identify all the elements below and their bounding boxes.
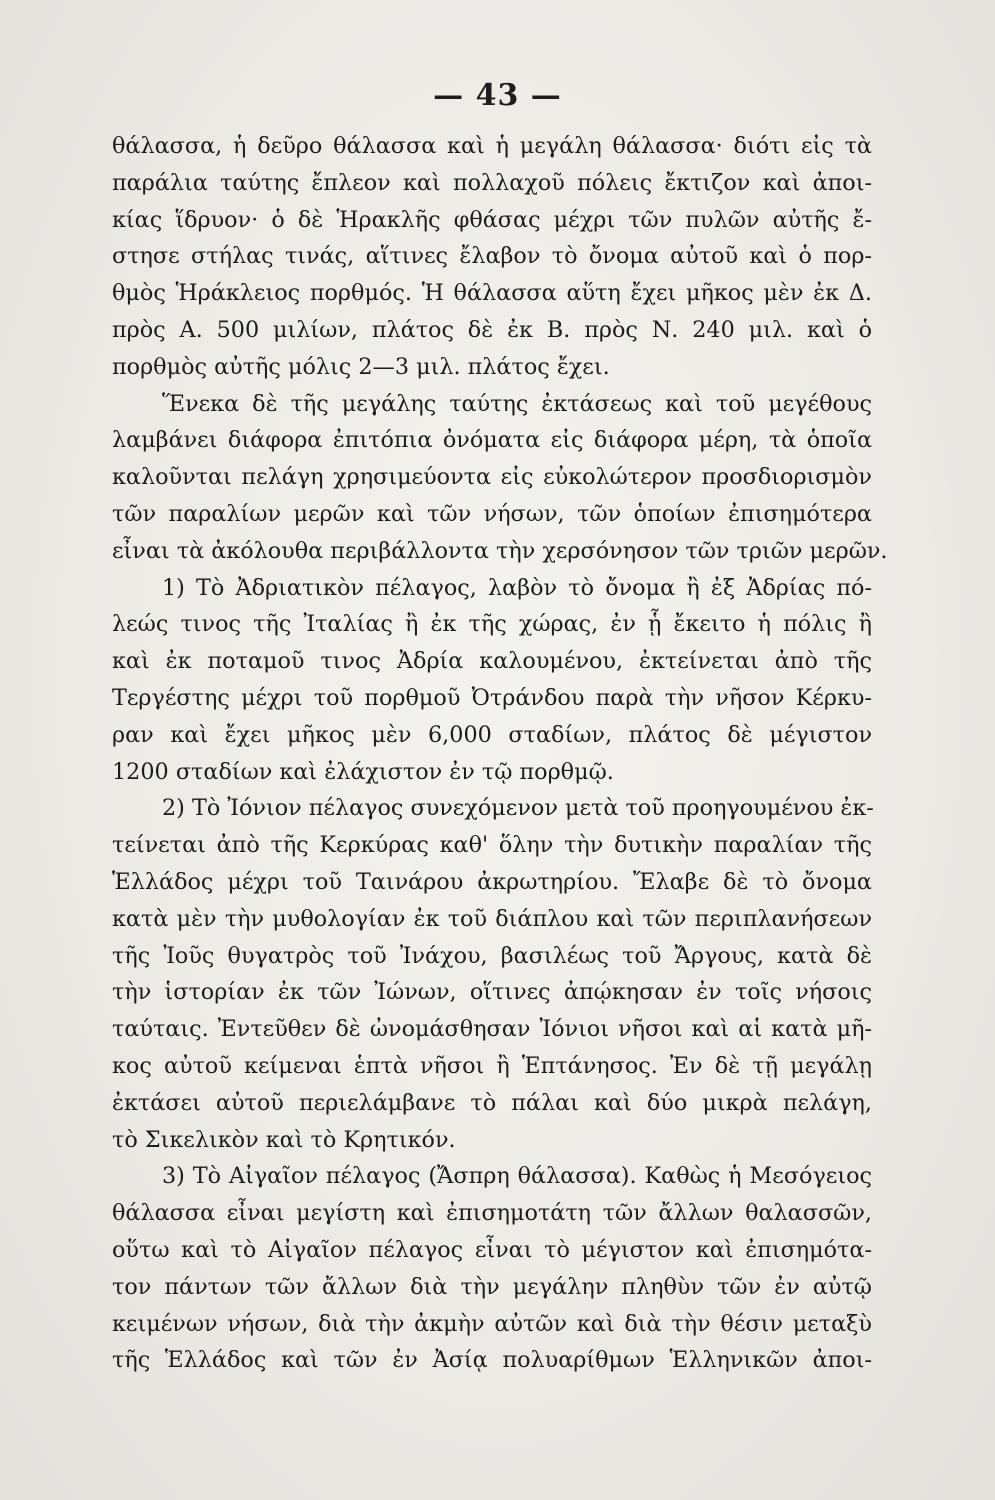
text-line: πρὸς Α. 500 μιλίων, πλάτος δὲ ἐκ Β. πρὸς Ν. 240 μιλ. καὶ ὁ [112, 316, 872, 343]
text-line: 2) Τὸ Ἰόνιον πέλαγος συνεχόμενον μετὰ τοῦ προηγουμένου ἐκ- [162, 795, 874, 822]
text-line: 1200 σταδίων καὶ ἐλάχιστον ἐν τῷ πορθμῷ. [112, 758, 614, 785]
text-line: πορθμὸς αὐτῆς μόλις 2—3 μιλ. πλάτος ἔχει. [112, 353, 610, 380]
text-line: τῆς Ἑλλάδος καὶ τῶν ἐν Ἀσίᾳ πολυαρίθμων Ἑλληνικῶν ἀποι- [112, 1347, 872, 1374]
text-line: ραν καὶ ἔχει μῆκος μὲν 6,000 σταδίων, πλάτος δὲ μέγιστον [112, 721, 872, 748]
text-line: τον πάντων τῶν ἄλλων διὰ τὴν μεγάλην πληθὺν τῶν ἐν αὐτῷ [112, 1273, 872, 1300]
text-line: ἐκτάσει αὐτοῦ περιελάμβανε τὸ πάλαι καὶ δύο μικρὰ πελάγη, [112, 1089, 872, 1116]
text-line: εἶναι τὰ ἀκόλουθα περιβάλλοντα τὴν χερσόνησον τῶν τριῶν μερῶν. [112, 537, 888, 564]
body-text [112, 128, 888, 1379]
text-line: τῶν παραλίων μερῶν καὶ τῶν νήσων, τῶν ὁποίων ἐπισημότερα [112, 500, 872, 527]
text-line: λαμβάνει διάφορα ἐπιτόπια ὀνόματα εἰς διάφορα μέρη, τὰ ὁποῖα [112, 427, 872, 454]
text-line: τείνεται ἀπὸ τῆς Κερκύρας καθ' ὅλην τὴν δυτικὴν παραλίαν τῆς [112, 832, 872, 859]
text-line: θάλασσα, ἡ δεῦρο θάλασσα καὶ ἡ μεγάλη θάλασσα· διότι εἰς τὰ [112, 133, 872, 159]
text-line: τὴν ἱστορίαν ἐκ τῶν Ἰώνων, οἵτινες ἀπῴκησαν ἐν τοῖς νήσοις [112, 979, 872, 1006]
text-line: Ἕνεκα δὲ τῆς μεγάλης ταύτης ἐκτάσεως καὶ τοῦ μεγέθους [162, 390, 872, 417]
text-line: κειμένων νήσων, διὰ τὴν ἀκμὴν αὐτῶν καὶ διὰ τὴν θέσιν μεταξὺ [112, 1310, 872, 1337]
text-line: καὶ ἐκ ποταμοῦ τινος Ἀδρία καλουμένου, ἐκτείνεται ἀπὸ τῆς [112, 648, 872, 675]
text-line: στησε στήλας τινάς, αἵτινες ἔλαβον τὸ ὄνομα αὐτοῦ καὶ ὁ πορ- [112, 243, 872, 270]
text-line: κίας ἵδρυον· ὁ δὲ Ἡρακλῆς φθάσας μέχρι τῶν πυλῶν αὐτῆς ἔ- [112, 206, 872, 233]
text-line: θμὸς Ἡράκλειος πορθμός. Ἡ θάλασσα αὕτη ἔχει μῆκος μὲν ἐκ Δ. [112, 280, 872, 307]
text-line: τὸ Σικελικὸν καὶ τὸ Κρητικόν. [112, 1126, 456, 1153]
text-line: θάλασσα εἶναι μεγίστη καὶ ἐπισημοτάτη τῶν ἄλλων θαλασσῶν, [112, 1200, 872, 1227]
text-line: κος αὐτοῦ κείμεναι ἑπτὰ νῆσοι ἢ Ἑπτάνησος. Ἐν δὲ τῇ μεγάλῃ [112, 1052, 872, 1079]
text-line: καλοῦνται πελάγη χρησιμεύοντα εἰς εὐκολώτερον προσδιορισμὸν [112, 464, 872, 491]
text-line: λεώς τινος τῆς Ἰταλίας ἢ ἐκ τῆς χώρας, ἐν ᾗ ἔκειτο ἡ πόλις ἢ [112, 611, 872, 638]
text-line: Τεργέστης μέχρι τοῦ πορθμοῦ Ὀτράνδου παρὰ τὴν νῆσον Κέρκυ- [112, 684, 872, 711]
text-line: 1) Τὸ Ἀδριατικὸν πέλαγος, λαβὸν τὸ ὄνομα ἢ ἐξ Ἀδρίας πό- [162, 574, 872, 601]
text-line: οὕτω καὶ τὸ Αἰγαῖον πέλαγος εἶναι τὸ μέγιστον καὶ ἐπισημότα- [112, 1236, 872, 1263]
text-line: ταύταις. Ἐντεῦθεν δὲ ὠνομάσθησαν Ἰόνιοι νῆσοι καὶ αἱ κατὰ μῆ- [112, 1016, 872, 1043]
text-line: κατὰ μὲν τὴν μυθολογίαν ἐκ τοῦ διάπλου καὶ τῶν περιπλανήσεων [112, 905, 872, 932]
text-line: 3) Τὸ Αἰγαῖον πέλαγος (Ἄσπρη θάλασσα). Καθὼς ἡ Μεσόγειος [162, 1163, 872, 1190]
text-line: παράλια ταύτης ἔπλεον καὶ πολλαχοῦ πόλεις ἔκτιζον καὶ ἀποι- [112, 169, 872, 196]
text-line: τῆς Ἰοῦς θυγατρὸς τοῦ Ἰνάχου, βασιλέως τοῦ Ἄργους, κατὰ δὲ [112, 942, 872, 969]
page-number: — 43 — [433, 78, 562, 113]
text-line: Ἑλλάδος μέχρι τοῦ Ταινάρου ἀκρωτηρίου. Ἔλαβε δὲ τὸ ὄνομα [112, 868, 872, 895]
